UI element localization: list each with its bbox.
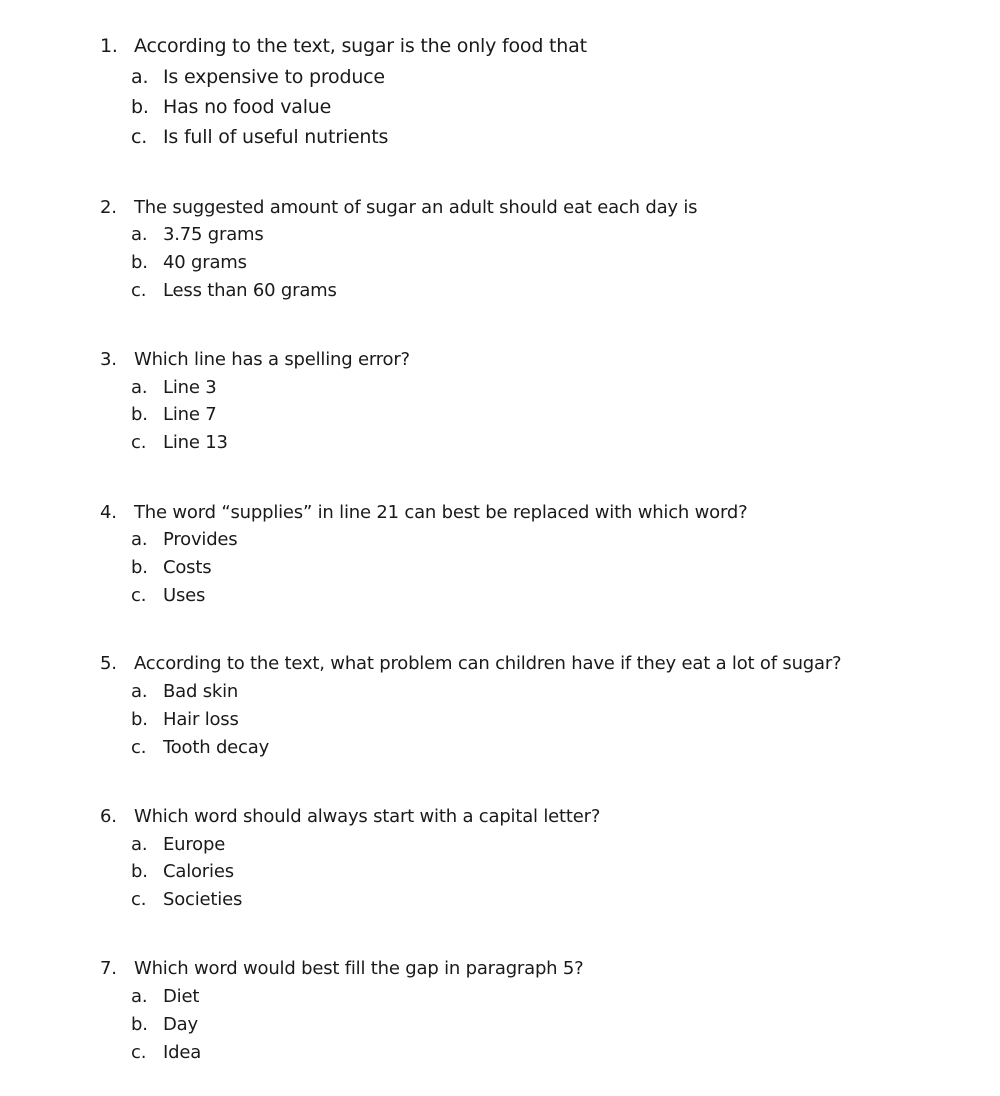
question-4-option-b[interactable] bbox=[131, 556, 211, 580]
option-letter: b. bbox=[131, 709, 148, 730]
option-text: 3.75 grams bbox=[163, 224, 264, 245]
question-3-stem bbox=[100, 348, 410, 372]
option-text: Diet bbox=[163, 986, 200, 1007]
question-1-option-a[interactable] bbox=[131, 65, 385, 89]
question-text: The word “supplies” in line 21 can best be replaced with which word? bbox=[134, 502, 748, 523]
question-number: 1. bbox=[100, 35, 118, 57]
question-text: Which word should always start with a capital letter? bbox=[134, 806, 601, 827]
option-letter: c. bbox=[131, 889, 147, 910]
question-number: 3. bbox=[100, 349, 117, 370]
question-text: The suggested amount of sugar an adult should eat each day is bbox=[134, 197, 698, 218]
option-text: Societies bbox=[163, 889, 243, 910]
question-number: 4. bbox=[100, 502, 117, 523]
question-number: 7. bbox=[100, 958, 117, 979]
question-number: 6. bbox=[100, 806, 117, 827]
question-text: According to the text, what problem can children have if they eat a lot of sugar? bbox=[134, 653, 842, 674]
question-4-stem bbox=[100, 501, 747, 525]
option-text: Is full of useful nutrients bbox=[163, 126, 389, 148]
option-letter: c. bbox=[131, 280, 147, 301]
question-1-option-b[interactable] bbox=[131, 95, 331, 119]
question-1-stem bbox=[100, 34, 587, 58]
question-6-option-c[interactable] bbox=[131, 888, 242, 912]
question-4-option-a[interactable] bbox=[131, 528, 238, 552]
option-letter: a. bbox=[131, 224, 148, 245]
option-text: Day bbox=[163, 1014, 198, 1035]
question-6-option-b[interactable] bbox=[131, 860, 234, 884]
question-7-option-c[interactable] bbox=[131, 1041, 201, 1065]
option-letter: c. bbox=[131, 126, 148, 148]
question-6-option-a[interactable] bbox=[131, 833, 225, 857]
question-2-option-b[interactable] bbox=[131, 251, 247, 275]
option-letter: c. bbox=[131, 737, 147, 758]
question-3-option-c[interactable] bbox=[131, 431, 228, 455]
option-text: Line 13 bbox=[163, 432, 228, 453]
question-2-option-a[interactable] bbox=[131, 223, 264, 247]
option-letter: a. bbox=[131, 66, 149, 88]
option-text: Calories bbox=[163, 861, 234, 882]
question-3-option-a[interactable] bbox=[131, 376, 217, 400]
option-text: Line 7 bbox=[163, 404, 217, 425]
option-letter: a. bbox=[131, 834, 148, 855]
option-letter: c. bbox=[131, 432, 147, 453]
option-letter: b. bbox=[131, 861, 148, 882]
question-3-option-b[interactable] bbox=[131, 403, 217, 427]
question-7-option-a[interactable] bbox=[131, 985, 199, 1009]
question-5-stem bbox=[100, 652, 841, 676]
question-text: Which line has a spelling error? bbox=[134, 349, 410, 370]
question-5-option-a[interactable] bbox=[131, 680, 238, 704]
question-text: Which word would best fill the gap in paragraph 5? bbox=[134, 958, 584, 979]
question-number: 5. bbox=[100, 653, 117, 674]
question-5-option-b[interactable] bbox=[131, 708, 239, 732]
option-letter: a. bbox=[131, 986, 148, 1007]
option-letter: a. bbox=[131, 681, 148, 702]
question-1-option-c[interactable] bbox=[131, 125, 388, 149]
option-text: Bad skin bbox=[163, 681, 239, 702]
question-2-stem bbox=[100, 196, 697, 220]
option-letter: a. bbox=[131, 377, 148, 398]
option-text: Provides bbox=[163, 529, 238, 550]
option-text: Costs bbox=[163, 557, 212, 578]
option-letter: b. bbox=[131, 557, 148, 578]
question-2-option-c[interactable] bbox=[131, 279, 337, 303]
option-letter: b. bbox=[131, 96, 149, 118]
option-letter: a. bbox=[131, 529, 148, 550]
question-6-stem bbox=[100, 805, 600, 829]
question-5-option-c[interactable] bbox=[131, 736, 269, 760]
option-text: Tooth decay bbox=[163, 737, 270, 758]
option-letter: b. bbox=[131, 1014, 148, 1035]
question-text: According to the text, sugar is the only food that bbox=[134, 35, 587, 57]
option-letter: b. bbox=[131, 252, 148, 273]
option-letter: c. bbox=[131, 585, 147, 606]
option-text: Is expensive to produce bbox=[163, 66, 385, 88]
option-letter: b. bbox=[131, 404, 148, 425]
question-7-option-b[interactable] bbox=[131, 1013, 198, 1037]
option-letter: c. bbox=[131, 1042, 147, 1063]
question-4-option-c[interactable] bbox=[131, 584, 205, 608]
option-text: Uses bbox=[163, 585, 206, 606]
option-text: Hair loss bbox=[163, 709, 239, 730]
option-text: Has no food value bbox=[163, 96, 332, 118]
question-number: 2. bbox=[100, 197, 117, 218]
option-text: Europe bbox=[163, 834, 226, 855]
option-text: Idea bbox=[163, 1042, 202, 1063]
option-text: 40 grams bbox=[163, 252, 247, 273]
question-7-stem bbox=[100, 957, 584, 981]
option-text: Less than 60 grams bbox=[163, 280, 337, 301]
option-text: Line 3 bbox=[163, 377, 217, 398]
